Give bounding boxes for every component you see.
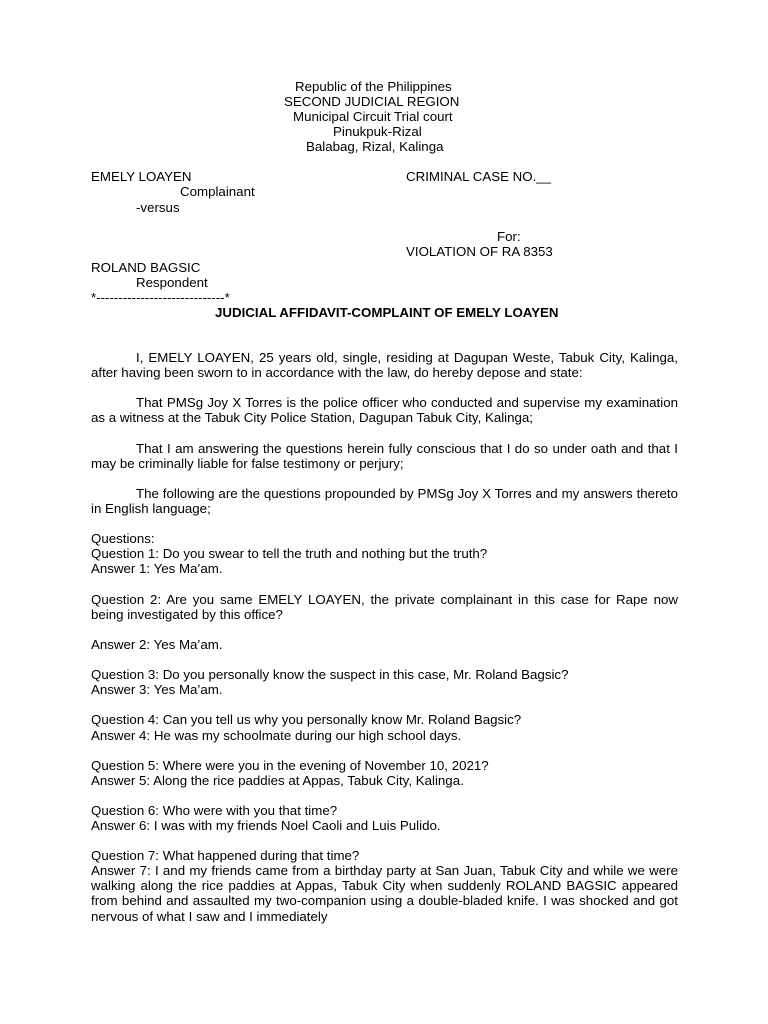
answer-1: Answer 1: Yes Ma’am. <box>91 561 223 576</box>
for-label: For: <box>497 229 521 244</box>
header-region: SECOND JUDICIAL REGION <box>284 94 460 109</box>
intro-paragraph-4: The following are the questions propounded by PMSg Joy X Torres and my answers thereto in English language; <box>91 486 678 517</box>
header-republic: Republic of the Philippines <box>295 79 452 94</box>
violation-label: VIOLATION OF RA 8353 <box>406 244 553 259</box>
answer-3: Answer 3: Yes Ma’am. <box>91 682 223 697</box>
answer-2: Answer 2: Yes Ma’am. <box>91 637 223 652</box>
versus-label: -versus <box>136 200 180 215</box>
complainant-role: Complainant <box>180 184 255 199</box>
answer-4: Answer 4: He was my schoolmate during our high school days. <box>91 728 462 743</box>
question-4: Question 4: Can you tell us why you personally know Mr. Roland Bagsic? <box>91 712 522 727</box>
question-1: Question 1: Do you swear to tell the truth and nothing but the truth? <box>91 546 488 561</box>
respondent-role: Respondent <box>136 275 208 290</box>
header-address: Balabag, Rizal, Kalinga <box>306 139 444 154</box>
question-5: Question 5: Where were you in the evening of November 10, 2021? <box>91 758 489 773</box>
intro-paragraph-2: That PMSg Joy X Torres is the police officer who conducted and supervise my examination as a witness at the Tabuk City Police Station, Dagupan Tabuk City, Kalinga; <box>91 395 678 426</box>
answer-5: Answer 5: Along the rice paddies at Appas, Tabuk City, Kalinga. <box>91 773 464 788</box>
question-7: Question 7: What happened during that time? <box>91 848 360 863</box>
answer-7: Answer 7: I and my friends came from a birthday party at San Juan, Tabuk City and while we were walking along the rice paddies at Appas, Tabuk City when suddenly ROLAND BAGSIC appeared from behind and assaulted my two-companion using a double-bladed knife. I was shocked and got nervous of what I saw and I immediately <box>91 863 678 924</box>
question-2: Question 2: Are you same EMELY LOAYEN, the private complainant in this case for Rape now being investigated by this office? <box>91 592 678 623</box>
header-municipality: Pinukpuk-Rizal <box>333 124 422 139</box>
questions-heading: Questions: <box>91 531 155 546</box>
document-title: JUDICIAL AFFIDAVIT-COMPLAINT OF EMELY LOAYEN <box>215 305 559 320</box>
intro-paragraph-1: I, EMELY LOAYEN, 25 years old, single, residing at Dagupan Weste, Tabuk City, Kalinga, after having been sworn to in accordance with the law, do hereby depose and state: <box>91 350 678 381</box>
header-court: Municipal Circuit Trial court <box>293 109 453 124</box>
intro-paragraph-3: That I am answering the questions herein fully conscious that I do so under oath and that I may be criminally liable for false testimony or perjury; <box>91 441 678 472</box>
question-6: Question 6: Who were with you that time? <box>91 803 338 818</box>
respondent-name: ROLAND BAGSIC <box>91 260 201 275</box>
case-number: CRIMINAL CASE NO.__ <box>406 169 552 184</box>
question-3: Question 3: Do you personally know the suspect in this case, Mr. Roland Bagsic? <box>91 667 569 682</box>
answer-6: Answer 6: I was with my friends Noel Caoli and Luis Pulido. <box>91 818 441 833</box>
complainant-name: EMELY LOAYEN <box>91 169 192 184</box>
caption-separator: *-----------------------------* <box>91 290 230 305</box>
